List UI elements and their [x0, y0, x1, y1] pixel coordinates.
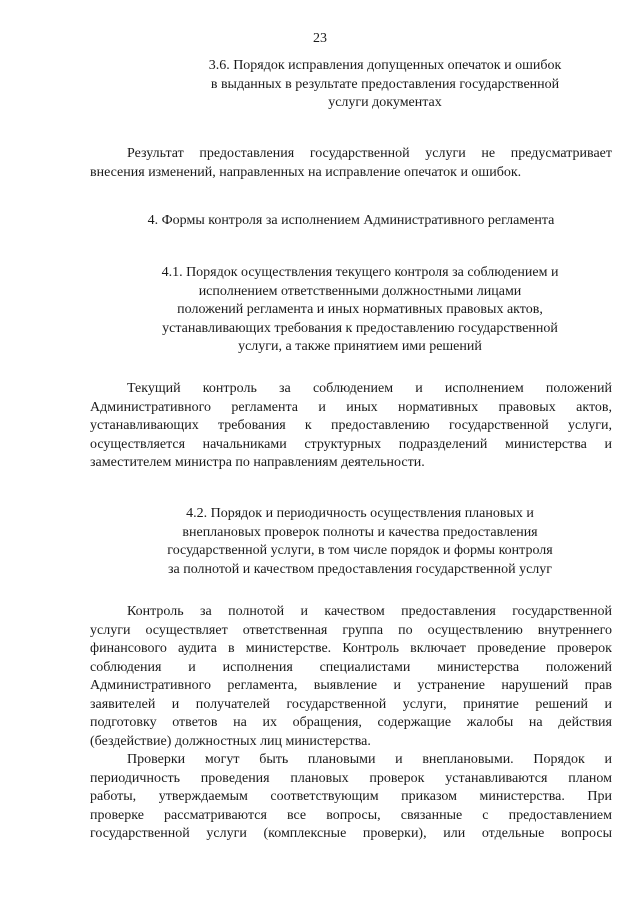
page-number: 23 — [313, 31, 327, 46]
section-4-1-heading — [110, 264, 610, 357]
paragraph-line: периодичность проведения плановых проверок устанавливаются планом — [90, 770, 612, 786]
heading-line: 4. Формы контроля за исполнением Административного регламента — [147, 213, 555, 228]
paragraph-line: устанавливающих требования к предоставлению государственной услуги, — [90, 418, 612, 433]
paragraph-line: соблюдения и исполнения специалистами министерства положений — [90, 659, 612, 675]
paragraph-line: заместителем министра по направлениям деятельности. — [90, 455, 425, 470]
paragraph-line: Административного регламента, выявление и устранение нарушений прав — [90, 678, 612, 693]
paragraph-line: проверке рассматриваются все вопросы, связанные с предоставлением — [90, 807, 612, 823]
heading-line: исполнением ответственными должностными лицами — [198, 283, 522, 299]
paragraph-line: Текущий контроль за соблюдением и исполнением положений — [127, 381, 612, 396]
paragraph-line: работы, утверждаемым соответствующим приказом министерства. При — [90, 789, 612, 804]
section-3-6-heading — [150, 57, 620, 113]
heading-line: 4.1. Порядок осуществления текущего контроля за соблюдением и — [161, 265, 559, 280]
section-4-heading — [90, 212, 612, 231]
paragraph-line: заявителей и получателей государственной услуги, принятие решений и — [90, 696, 612, 712]
heading-line: услуги документах — [328, 95, 442, 110]
heading-line: устанавливающих требования к предоставлению государственной — [162, 320, 558, 336]
paragraph-line: осуществляется начальниками структурных подразделений министерства и — [90, 436, 612, 452]
heading-line: 4.2. Порядок и периодичность осуществления плановых и — [186, 506, 534, 521]
heading-line: в выданных в результате предоставления государственной — [210, 76, 560, 92]
heading-line: 3.6. Порядок исправления допущенных опечаток и ошибок — [208, 58, 562, 73]
paragraph-line: внесения изменений, направленных на исправление опечаток и ошибок. — [90, 164, 522, 180]
heading-line: внеплановых проверок полноты и качества предоставления — [182, 524, 538, 540]
paragraph-line: государственной услуги (комплексные проверки), или отдельные вопросы — [90, 826, 612, 841]
section-4-1-paragraph — [90, 380, 612, 473]
paragraph-line: подготовку ответов на их обращения, содержащие жалобы на действия — [90, 715, 612, 730]
paragraph-line: Административного регламента и иных нормативных правовых актов, — [90, 399, 612, 415]
heading-line: услуги, а также принятием ими решений — [238, 339, 482, 354]
paragraph-line: услуги осуществляет ответственная группа по осуществлению внутреннего — [90, 622, 612, 638]
paragraph-line: (бездействие) должностных лиц министерства. — [90, 733, 371, 749]
section-4-2-paragraph-1 — [90, 603, 612, 751]
paragraph-line: финансового аудита в министерстве. Контроль включает проведение проверок — [90, 641, 612, 656]
heading-line: положений регламента и иных нормативных правовых актов, — [177, 302, 543, 317]
section-4-2-heading — [110, 505, 610, 579]
heading-line: государственной услуги, в том числе порядок и формы контроля — [167, 543, 553, 558]
section-3-6-paragraph — [90, 145, 612, 182]
paragraph-line: Проверки могут быть плановыми и внеплановыми. Порядок и — [127, 752, 612, 767]
paragraph-line: Результат предоставления государственной услуги не предусматривает — [127, 146, 612, 161]
section-4-2-paragraph-2 — [90, 751, 612, 844]
heading-line: за полнотой и качеством предоставления государственной услуг — [167, 561, 553, 577]
paragraph-line: Контроль за полнотой и качеством предоставления государственной — [127, 604, 612, 619]
